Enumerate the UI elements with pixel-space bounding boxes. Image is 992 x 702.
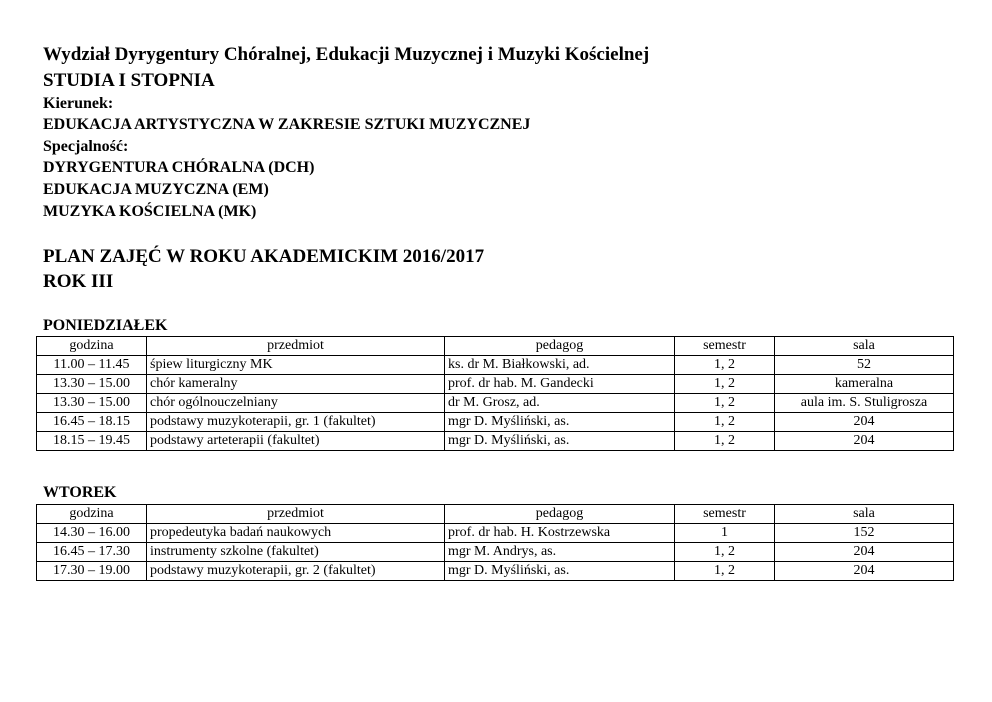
cell-room: 152 bbox=[775, 524, 954, 543]
cell-semester: 1, 2 bbox=[675, 432, 775, 451]
column-header-room: sala bbox=[775, 505, 954, 524]
cell-subject: chór ogólnouczelniany bbox=[147, 394, 445, 413]
column-header-teacher: pedagog bbox=[445, 337, 675, 356]
cell-teacher: prof. dr hab. H. Kostrzewska bbox=[445, 524, 675, 543]
cell-semester: 1 bbox=[675, 524, 775, 543]
specialty-item: MUZYKA KOŚCIELNA (MK) bbox=[43, 203, 257, 220]
table-row bbox=[37, 375, 954, 394]
table-row bbox=[37, 432, 954, 451]
cell-semester: 1, 2 bbox=[675, 375, 775, 394]
cell-time: 16.45 – 18.15 bbox=[37, 413, 147, 432]
schedule-table-tuesday bbox=[36, 504, 954, 581]
table-header-row bbox=[37, 337, 954, 356]
column-header-subject: przedmiot bbox=[147, 337, 445, 356]
cell-semester: 1, 2 bbox=[675, 394, 775, 413]
faculty-title: Wydział Dyrygentury Chóralnej, Edukacji Muzycznej i Muzyki Kościelnej bbox=[43, 44, 650, 65]
cell-subject: podstawy arteterapii (fakultet) bbox=[147, 432, 445, 451]
cell-teacher: dr M. Grosz, ad. bbox=[445, 394, 675, 413]
cell-time: 13.30 – 15.00 bbox=[37, 375, 147, 394]
table-row bbox=[37, 356, 954, 375]
cell-room: kameralna bbox=[775, 375, 954, 394]
cell-teacher: ks. dr M. Białkowski, ad. bbox=[445, 356, 675, 375]
specialty-item: DYRYGENTURA CHÓRALNA (DCH) bbox=[43, 159, 315, 176]
column-header-subject: przedmiot bbox=[147, 505, 445, 524]
study-level: STUDIA I STOPNIA bbox=[43, 70, 215, 91]
table-row bbox=[37, 413, 954, 432]
cell-room: aula im. S. Stuligrosza bbox=[775, 394, 954, 413]
day-heading-monday: PONIEDZIAŁEK bbox=[43, 317, 168, 334]
column-header-room: sala bbox=[775, 337, 954, 356]
cell-room: 204 bbox=[775, 543, 954, 562]
specialty-item: EDUKACJA MUZYCZNA (EM) bbox=[43, 181, 269, 198]
cell-subject: instrumenty szkolne (fakultet) bbox=[147, 543, 445, 562]
cell-teacher: mgr D. Myśliński, as. bbox=[445, 432, 675, 451]
cell-teacher: prof. dr hab. M. Gandecki bbox=[445, 375, 675, 394]
cell-teacher: mgr M. Andrys, as. bbox=[445, 543, 675, 562]
cell-room: 52 bbox=[775, 356, 954, 375]
year-label: ROK III bbox=[43, 271, 114, 292]
cell-time: 13.30 – 15.00 bbox=[37, 394, 147, 413]
cell-subject: podstawy muzykoterapii, gr. 1 (fakultet) bbox=[147, 413, 445, 432]
cell-time: 17.30 – 19.00 bbox=[37, 562, 147, 581]
cell-room: 204 bbox=[775, 413, 954, 432]
cell-subject: śpiew liturgiczny MK bbox=[147, 356, 445, 375]
cell-time: 18.15 – 19.45 bbox=[37, 432, 147, 451]
cell-time: 16.45 – 17.30 bbox=[37, 543, 147, 562]
column-header-time: godzina bbox=[37, 505, 147, 524]
table-row bbox=[37, 562, 954, 581]
column-header-time: godzina bbox=[37, 337, 147, 356]
cell-subject: propedeutyka badań naukowych bbox=[147, 524, 445, 543]
cell-semester: 1, 2 bbox=[675, 543, 775, 562]
cell-time: 14.30 – 16.00 bbox=[37, 524, 147, 543]
column-header-semester: semestr bbox=[675, 505, 775, 524]
cell-subject: podstawy muzykoterapii, gr. 2 (fakultet) bbox=[147, 562, 445, 581]
table-row bbox=[37, 543, 954, 562]
column-header-semester: semestr bbox=[675, 337, 775, 356]
cell-teacher: mgr D. Myśliński, as. bbox=[445, 413, 675, 432]
cell-subject: chór kameralny bbox=[147, 375, 445, 394]
plan-title: PLAN ZAJĘĆ W ROKU AKADEMICKIM 2016/2017 bbox=[43, 246, 485, 267]
day-heading-tuesday: WTOREK bbox=[43, 484, 117, 501]
cell-semester: 1, 2 bbox=[675, 562, 775, 581]
cell-room: 204 bbox=[775, 432, 954, 451]
field-label: Kierunek: bbox=[43, 95, 114, 112]
schedule-table-monday bbox=[36, 336, 954, 451]
field-name: EDUKACJA ARTYSTYCZNA W ZAKRESIE SZTUKI MUZYCZNEJ bbox=[43, 116, 531, 133]
cell-teacher: mgr D. Myśliński, as. bbox=[445, 562, 675, 581]
cell-semester: 1, 2 bbox=[675, 413, 775, 432]
cell-room: 204 bbox=[775, 562, 954, 581]
specialty-label: Specjalność: bbox=[43, 138, 129, 155]
table-row bbox=[37, 394, 954, 413]
cell-semester: 1, 2 bbox=[675, 356, 775, 375]
cell-time: 11.00 – 11.45 bbox=[37, 356, 147, 375]
table-row bbox=[37, 524, 954, 543]
table-header-row bbox=[37, 505, 954, 524]
column-header-teacher: pedagog bbox=[445, 505, 675, 524]
